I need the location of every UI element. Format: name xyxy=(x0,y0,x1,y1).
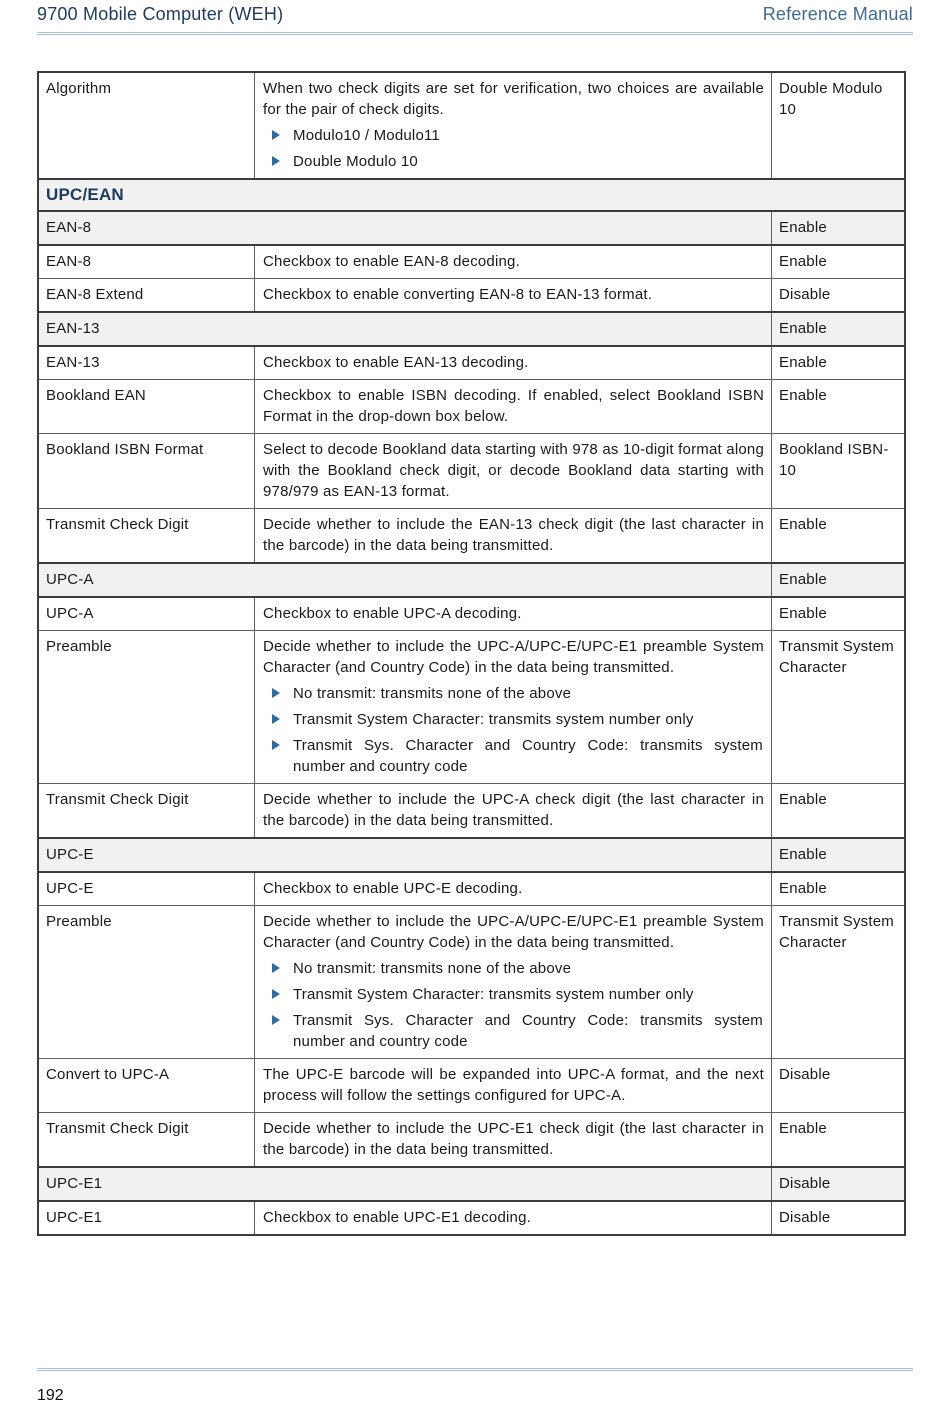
subsection-default-value: Enable xyxy=(771,564,904,596)
param-description-cell xyxy=(254,73,771,178)
param-name: Transmit Check Digit xyxy=(46,516,189,533)
param-default-value: Disable xyxy=(771,1059,904,1112)
table-row-param xyxy=(39,379,904,433)
table-row-param xyxy=(39,1200,904,1234)
param-description: Decide whether to include the UPC-A check digit (the last character in the barcode) in the data being transmitted. xyxy=(263,791,764,829)
arrow-bullet-icon xyxy=(272,688,280,698)
section-title: UPC/EAN xyxy=(39,180,904,210)
subsection-title: UPC-E xyxy=(39,839,771,871)
arrow-bullet-icon xyxy=(272,1015,280,1025)
param-description-cell xyxy=(254,784,771,837)
param-description-cell xyxy=(254,246,771,278)
param-name: Preamble xyxy=(46,638,112,655)
arrow-bullet-icon xyxy=(272,989,280,999)
param-description: When two check digits are set for verification, two choices are available for the pair of check digits. xyxy=(263,80,764,118)
table-row-param xyxy=(39,783,904,837)
param-description: Checkbox to enable EAN-8 decoding. xyxy=(263,253,520,270)
param-default-value: Enable xyxy=(771,784,904,837)
subsection-default-value: Enable xyxy=(771,212,904,244)
page-footer xyxy=(37,1361,913,1405)
param-default-value: Bookland ISBN-10 xyxy=(771,434,904,508)
bullet-item xyxy=(263,958,764,979)
table-row-section xyxy=(39,178,904,210)
param-description: Checkbox to enable UPC-E1 decoding. xyxy=(263,1209,531,1226)
param-description: Checkbox to enable ISBN decoding. If enabled, select Bookland ISBN Format in the drop-down box below. xyxy=(263,387,764,425)
param-description-cell xyxy=(254,598,771,630)
bullet-text: Modulo10 / Modulo11 xyxy=(293,127,440,144)
param-description-cell xyxy=(254,434,771,508)
subsection-default-value: Enable xyxy=(771,839,904,871)
table-row-param xyxy=(39,278,904,311)
param-default-value: Enable xyxy=(771,347,904,379)
table-row-param xyxy=(39,345,904,379)
table-row-param xyxy=(39,630,904,783)
param-description-cell xyxy=(254,1202,771,1234)
param-default-value: Disable xyxy=(771,1202,904,1234)
table-row-param xyxy=(39,1112,904,1166)
footer-rule xyxy=(37,1368,913,1371)
subsection-default-value: Enable xyxy=(771,313,904,345)
param-description: Decide whether to include the UPC-A/UPC-E/UPC-E1 preamble System Character (and Country Code) in the data being transmitted. xyxy=(263,913,764,951)
param-description: Decide whether to include the UPC-E1 check digit (the last character in the barcode) in the data being transmitted. xyxy=(263,1120,764,1158)
subsection-title: EAN-13 xyxy=(39,313,771,345)
table-row-param xyxy=(39,73,904,178)
page-header xyxy=(37,4,913,35)
subsection-title: UPC-E1 xyxy=(39,1168,771,1200)
param-description: Checkbox to enable converting EAN-8 to EAN-13 format. xyxy=(263,286,653,303)
param-description: Decide whether to include the UPC-A/UPC-E/UPC-E1 preamble System Character (and Country Code) in the data being transmitted. xyxy=(263,638,764,676)
param-default-value: Enable xyxy=(771,380,904,433)
table-row-param xyxy=(39,905,904,1058)
param-name: EAN-13 xyxy=(46,354,100,371)
subsection-title: UPC-A xyxy=(39,564,771,596)
param-name: Transmit Check Digit xyxy=(46,1120,189,1137)
param-name: Bookland ISBN Format xyxy=(46,441,204,458)
param-name: UPC-A xyxy=(46,605,94,622)
param-default-value: Enable xyxy=(771,509,904,562)
document-subtitle: Reference Manual xyxy=(762,4,913,24)
table-row-subsection xyxy=(39,562,904,596)
param-name: Convert to UPC-A xyxy=(46,1066,170,1083)
param-description-cell xyxy=(254,631,771,783)
table-row-subsection xyxy=(39,210,904,244)
param-description: The UPC-E barcode will be expanded into UPC-A format, and the next process will follow the settings configured for UPC-A. xyxy=(263,1066,764,1104)
bullet-item xyxy=(263,125,764,146)
param-description: Checkbox to enable UPC-A decoding. xyxy=(263,605,522,622)
arrow-bullet-icon xyxy=(272,963,280,973)
param-description: Select to decode Bookland data starting with 978 as 10-digit format along with the Bookland check digit, or decode Bookland data starting with 978/979 as EAN-13 format. xyxy=(263,441,764,500)
bullet-text: Transmit Sys. Character and Country Code: transmits system number and country code xyxy=(293,737,763,775)
table-row-param xyxy=(39,596,904,630)
bullet-item xyxy=(263,683,764,704)
param-description-cell xyxy=(254,906,771,1058)
bullet-item xyxy=(263,1010,764,1052)
param-default-value: Enable xyxy=(771,873,904,905)
param-name: Algorithm xyxy=(46,80,112,97)
table-row-param xyxy=(39,244,904,278)
table-row-subsection xyxy=(39,837,904,871)
bullet-text: Transmit System Character: transmits system number only xyxy=(293,711,694,728)
bullet-text: No transmit: transmits none of the above xyxy=(293,960,572,977)
param-default-value: Double Modulo 10 xyxy=(771,73,904,178)
table-row-param xyxy=(39,1058,904,1112)
param-description-cell xyxy=(254,873,771,905)
param-description-cell xyxy=(254,347,771,379)
param-default-value: Transmit System Character xyxy=(771,906,904,1058)
bullet-item xyxy=(263,984,764,1005)
bullet-text: Double Modulo 10 xyxy=(293,153,418,170)
subsection-default-value: Disable xyxy=(771,1168,904,1200)
param-name: Bookland EAN xyxy=(46,387,146,404)
document-title: 9700 Mobile Computer (WEH) xyxy=(37,4,284,24)
arrow-bullet-icon xyxy=(272,740,280,750)
bullet-item xyxy=(263,709,764,730)
arrow-bullet-icon xyxy=(272,130,280,140)
param-description-cell xyxy=(254,509,771,562)
bullet-text: Transmit System Character: transmits system number only xyxy=(293,986,694,1003)
param-description-cell xyxy=(254,1113,771,1166)
param-description-cell xyxy=(254,279,771,311)
param-default-value: Enable xyxy=(771,1113,904,1166)
param-default-value: Transmit System Character xyxy=(771,631,904,783)
bullet-item xyxy=(263,735,764,777)
param-description: Decide whether to include the EAN-13 check digit (the last character in the barcode) in the data being transmitted. xyxy=(263,516,764,554)
param-default-value: Disable xyxy=(771,279,904,311)
subsection-title: EAN-8 xyxy=(39,212,771,244)
arrow-bullet-icon xyxy=(272,156,280,166)
bullet-text: No transmit: transmits none of the above xyxy=(293,685,572,702)
param-description: Checkbox to enable EAN-13 decoding. xyxy=(263,354,529,371)
param-description-cell xyxy=(254,1059,771,1112)
table-row-param xyxy=(39,508,904,562)
arrow-bullet-icon xyxy=(272,714,280,724)
bullet-text: Transmit Sys. Character and Country Code: transmits system number and country code xyxy=(293,1012,763,1050)
param-default-value: Enable xyxy=(771,246,904,278)
table-row-subsection xyxy=(39,1166,904,1200)
table-row-subsection xyxy=(39,311,904,345)
param-name: UPC-E1 xyxy=(46,1209,103,1226)
settings-table xyxy=(37,71,906,1236)
param-description-cell xyxy=(254,380,771,433)
param-default-value: Enable xyxy=(771,598,904,630)
table-row-param xyxy=(39,871,904,905)
page-number: 192 xyxy=(37,1387,64,1404)
header-rule xyxy=(37,32,913,35)
param-name: UPC-E xyxy=(46,880,94,897)
param-name: Preamble xyxy=(46,913,112,930)
param-name: EAN-8 xyxy=(46,253,92,270)
param-name: Transmit Check Digit xyxy=(46,791,189,808)
param-description: Checkbox to enable UPC-E decoding. xyxy=(263,880,523,897)
bullet-item xyxy=(263,151,764,172)
param-name: EAN-8 Extend xyxy=(46,286,144,303)
table-row-param xyxy=(39,433,904,508)
